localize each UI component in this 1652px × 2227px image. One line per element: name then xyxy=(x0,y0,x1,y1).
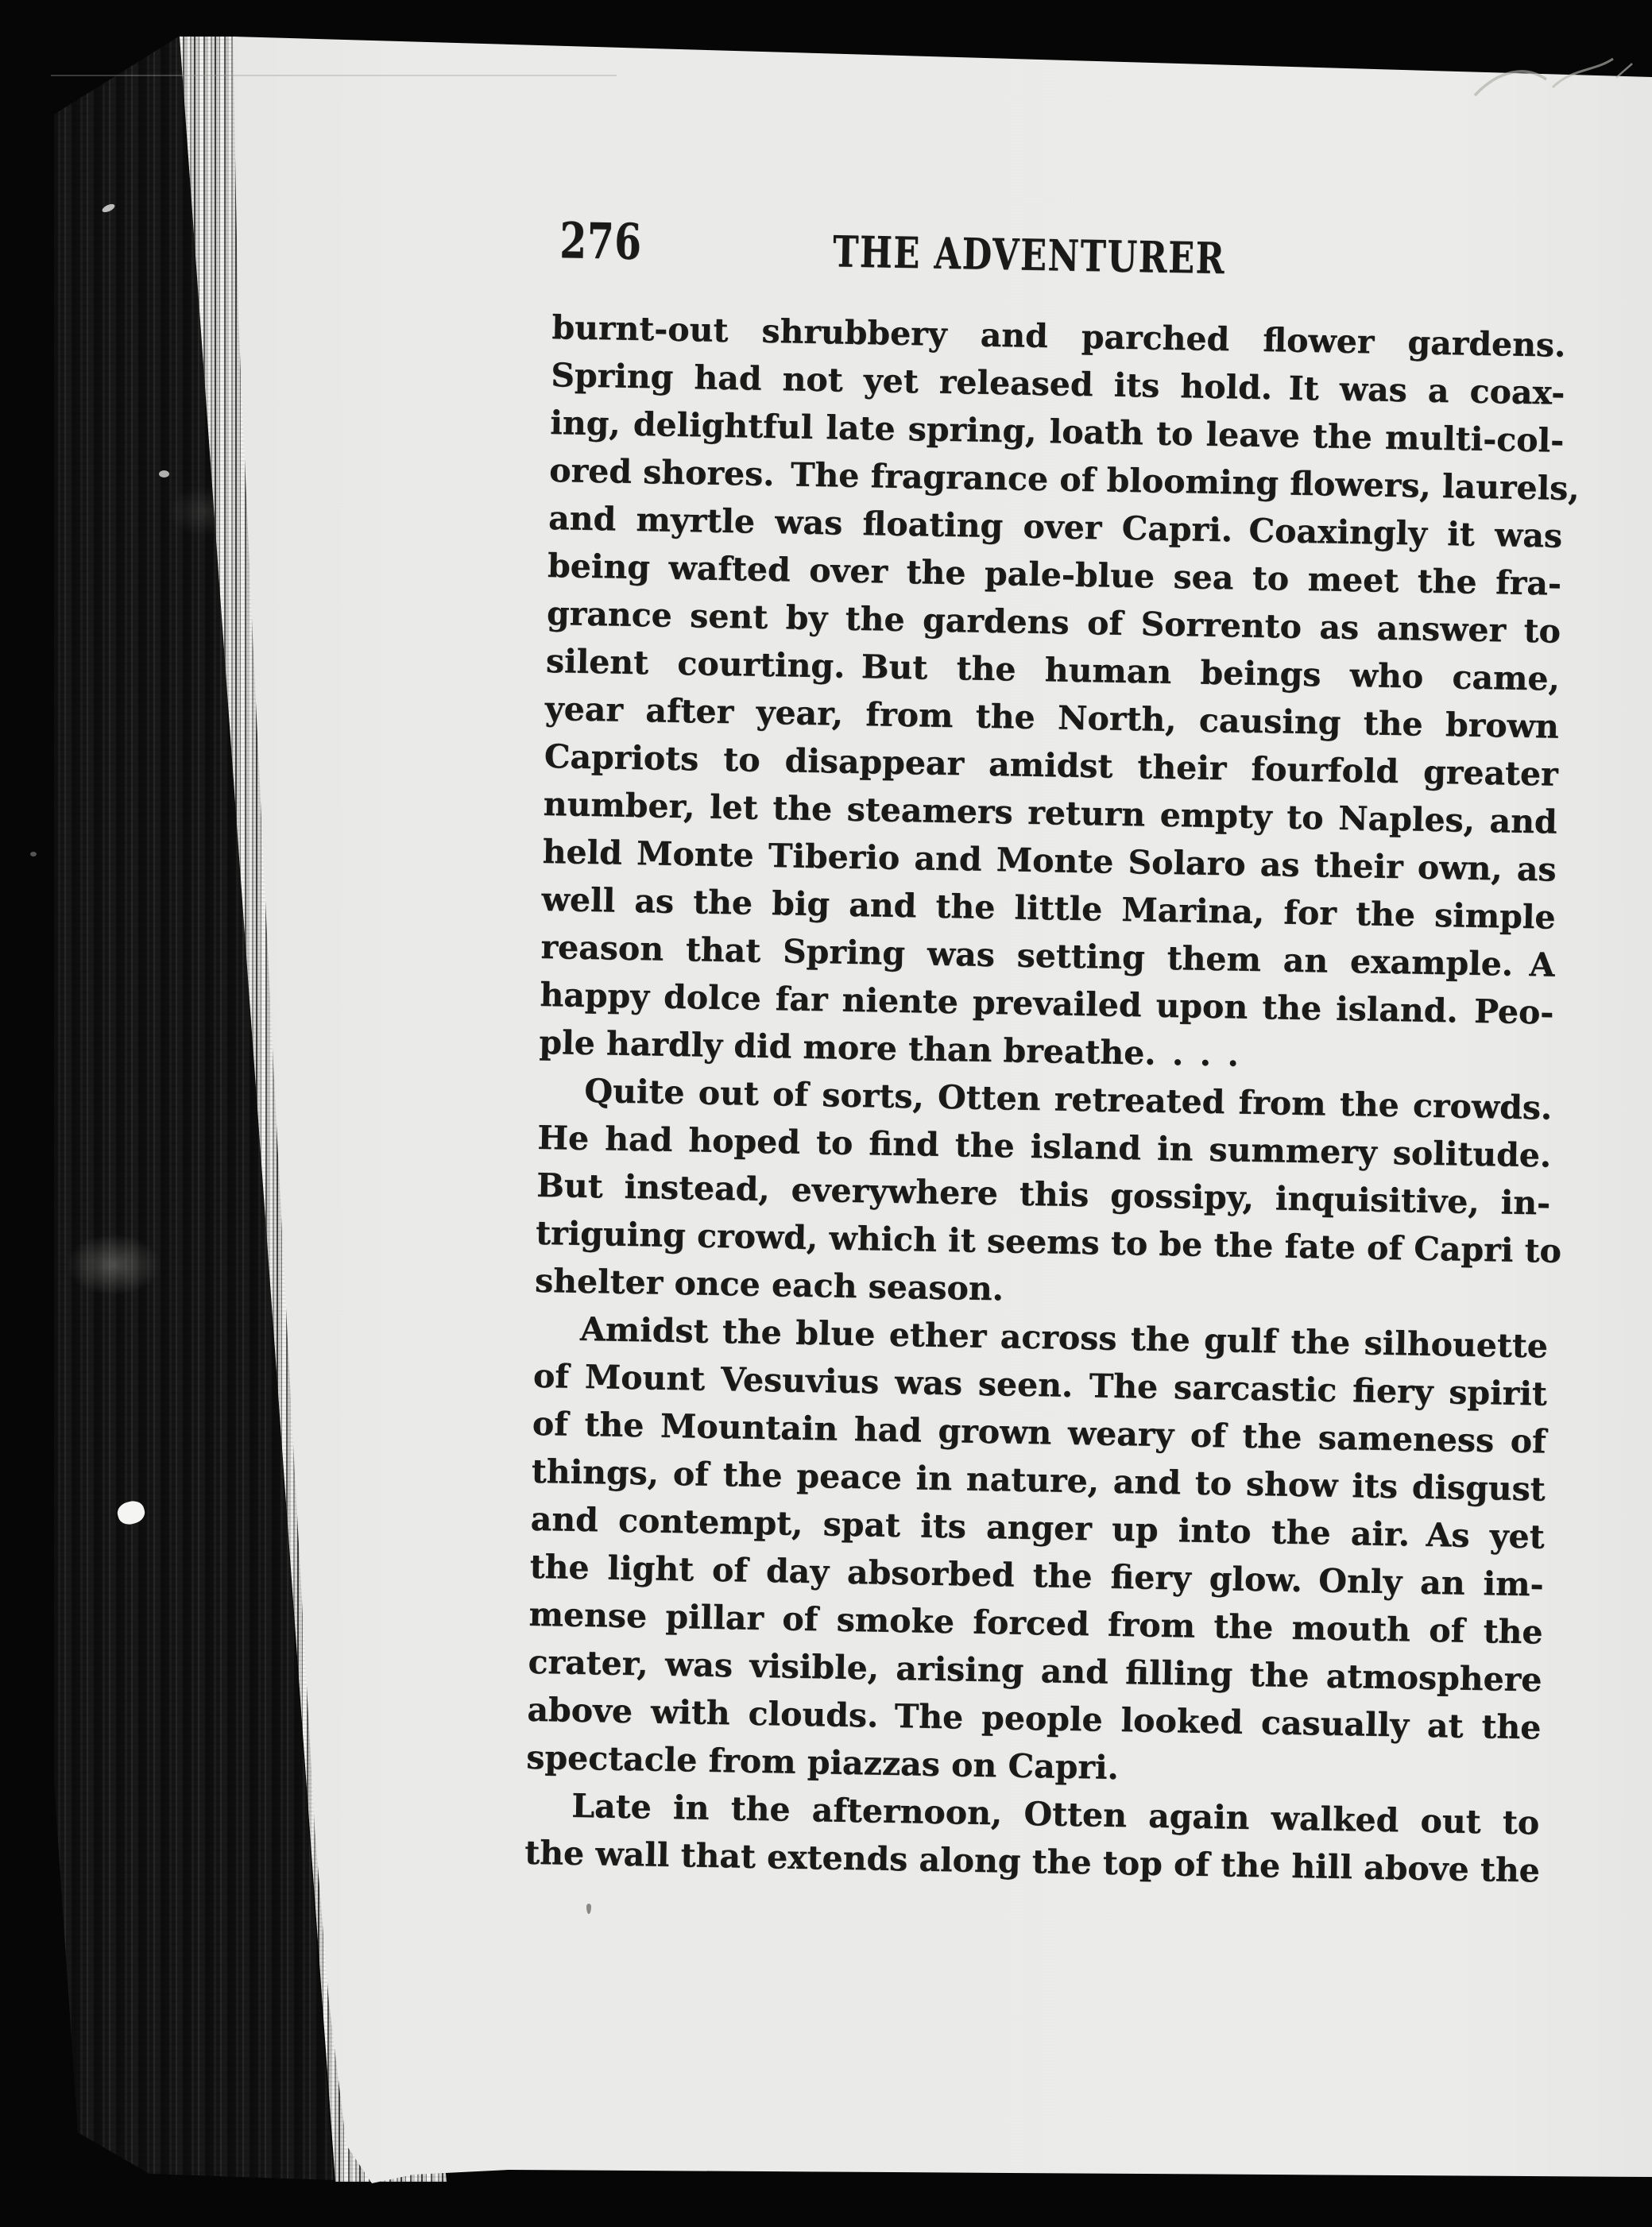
text-line: held Monte Tiberio and Monte Solaro as their own, as xyxy=(542,832,1557,889)
scan-artifact-line xyxy=(51,75,617,76)
text-line: and myrtle was floating over Capri. Coaxingly it was xyxy=(547,498,1563,555)
text-line: mense pillar of smoke forced from the mouth of the xyxy=(528,1595,1543,1652)
running-header-title: THE ADVENTURER xyxy=(832,226,1226,284)
text-line: grance sent by the gardens of Sorrento as answer to xyxy=(546,593,1561,651)
text-line: above with clouds. The people looked casually at the xyxy=(527,1690,1542,1747)
text-line: He had hoped to find the island in summery solitude. xyxy=(536,1118,1552,1175)
pencil-scribble-mark xyxy=(1468,46,1635,122)
dust-speck xyxy=(159,470,169,477)
text-line: number, let the steamers return empty to Naples, and xyxy=(543,784,1558,841)
text-line: well as the big and the little Marina, for the simple xyxy=(541,880,1556,937)
page-number: 276 xyxy=(559,211,643,271)
page-content xyxy=(523,211,1580,1980)
text-line: Late in the afternoon, Otten again walked out to xyxy=(571,1786,1540,1842)
text-line: happy dolce far niente prevailed upon the island. Peo- xyxy=(540,975,1554,1032)
text-line: reason that Spring was setting them an example. A xyxy=(540,927,1555,984)
text-line: shelter once each season. xyxy=(534,1261,1004,1309)
body-text xyxy=(524,304,1580,1894)
text-line: triguing crowd, which it seems to be the fate of Capri to xyxy=(535,1213,1562,1270)
dust-speck xyxy=(30,852,37,856)
text-line: Amidst the blue ether across the gulf the silhouette xyxy=(579,1309,1549,1366)
text-line: Capriots to disappear amidst their fourfold greater xyxy=(544,737,1559,794)
text-line: burnt-out shrubbery and parched flower gardens. xyxy=(551,307,1566,365)
text-line: things, of the peace in nature, and to show its disgust xyxy=(531,1452,1546,1509)
text-line: ored shores. The fragrance of blooming flowers, laurels, xyxy=(548,450,1580,508)
text-line: But instead, everywhere this gossipy, inquisitive, in- xyxy=(536,1166,1551,1223)
text-line: of Mount Vesuvius was seen. The sarcastic fiery spirit xyxy=(532,1356,1548,1413)
text-line: the wall that extends along the top of the hill above the xyxy=(524,1833,1541,1890)
text-line: ple hardly did more than breathe. . . . xyxy=(539,1023,1240,1074)
text-line: spectacle from piazzas on Capri. xyxy=(526,1738,1120,1787)
text-line: being wafted over the pale-blue sea to meet the fra- xyxy=(547,546,1562,603)
text-line: Quite out of sorts, Otten retreated from the crowds. xyxy=(583,1071,1553,1127)
text-line: and contempt, spat its anger up into the air. As yet xyxy=(530,1499,1545,1556)
text-line: ing, delightful late spring, loath to leave the multi-col- xyxy=(549,403,1565,460)
text-line: year after year, from the North, causing the brown xyxy=(544,689,1560,746)
text-line: of the Mountain had grown weary of the sameness of xyxy=(532,1404,1547,1461)
text-line: Spring had not yet released its hold. It was a coax- xyxy=(550,355,1565,412)
text-line: silent courting. But the human beings who came, xyxy=(545,641,1561,698)
text-line: the light of day absorbed the fiery glow. Only an im- xyxy=(529,1547,1544,1604)
text-line: crater, was visible, arising and filling the atmosphere xyxy=(528,1642,1542,1699)
